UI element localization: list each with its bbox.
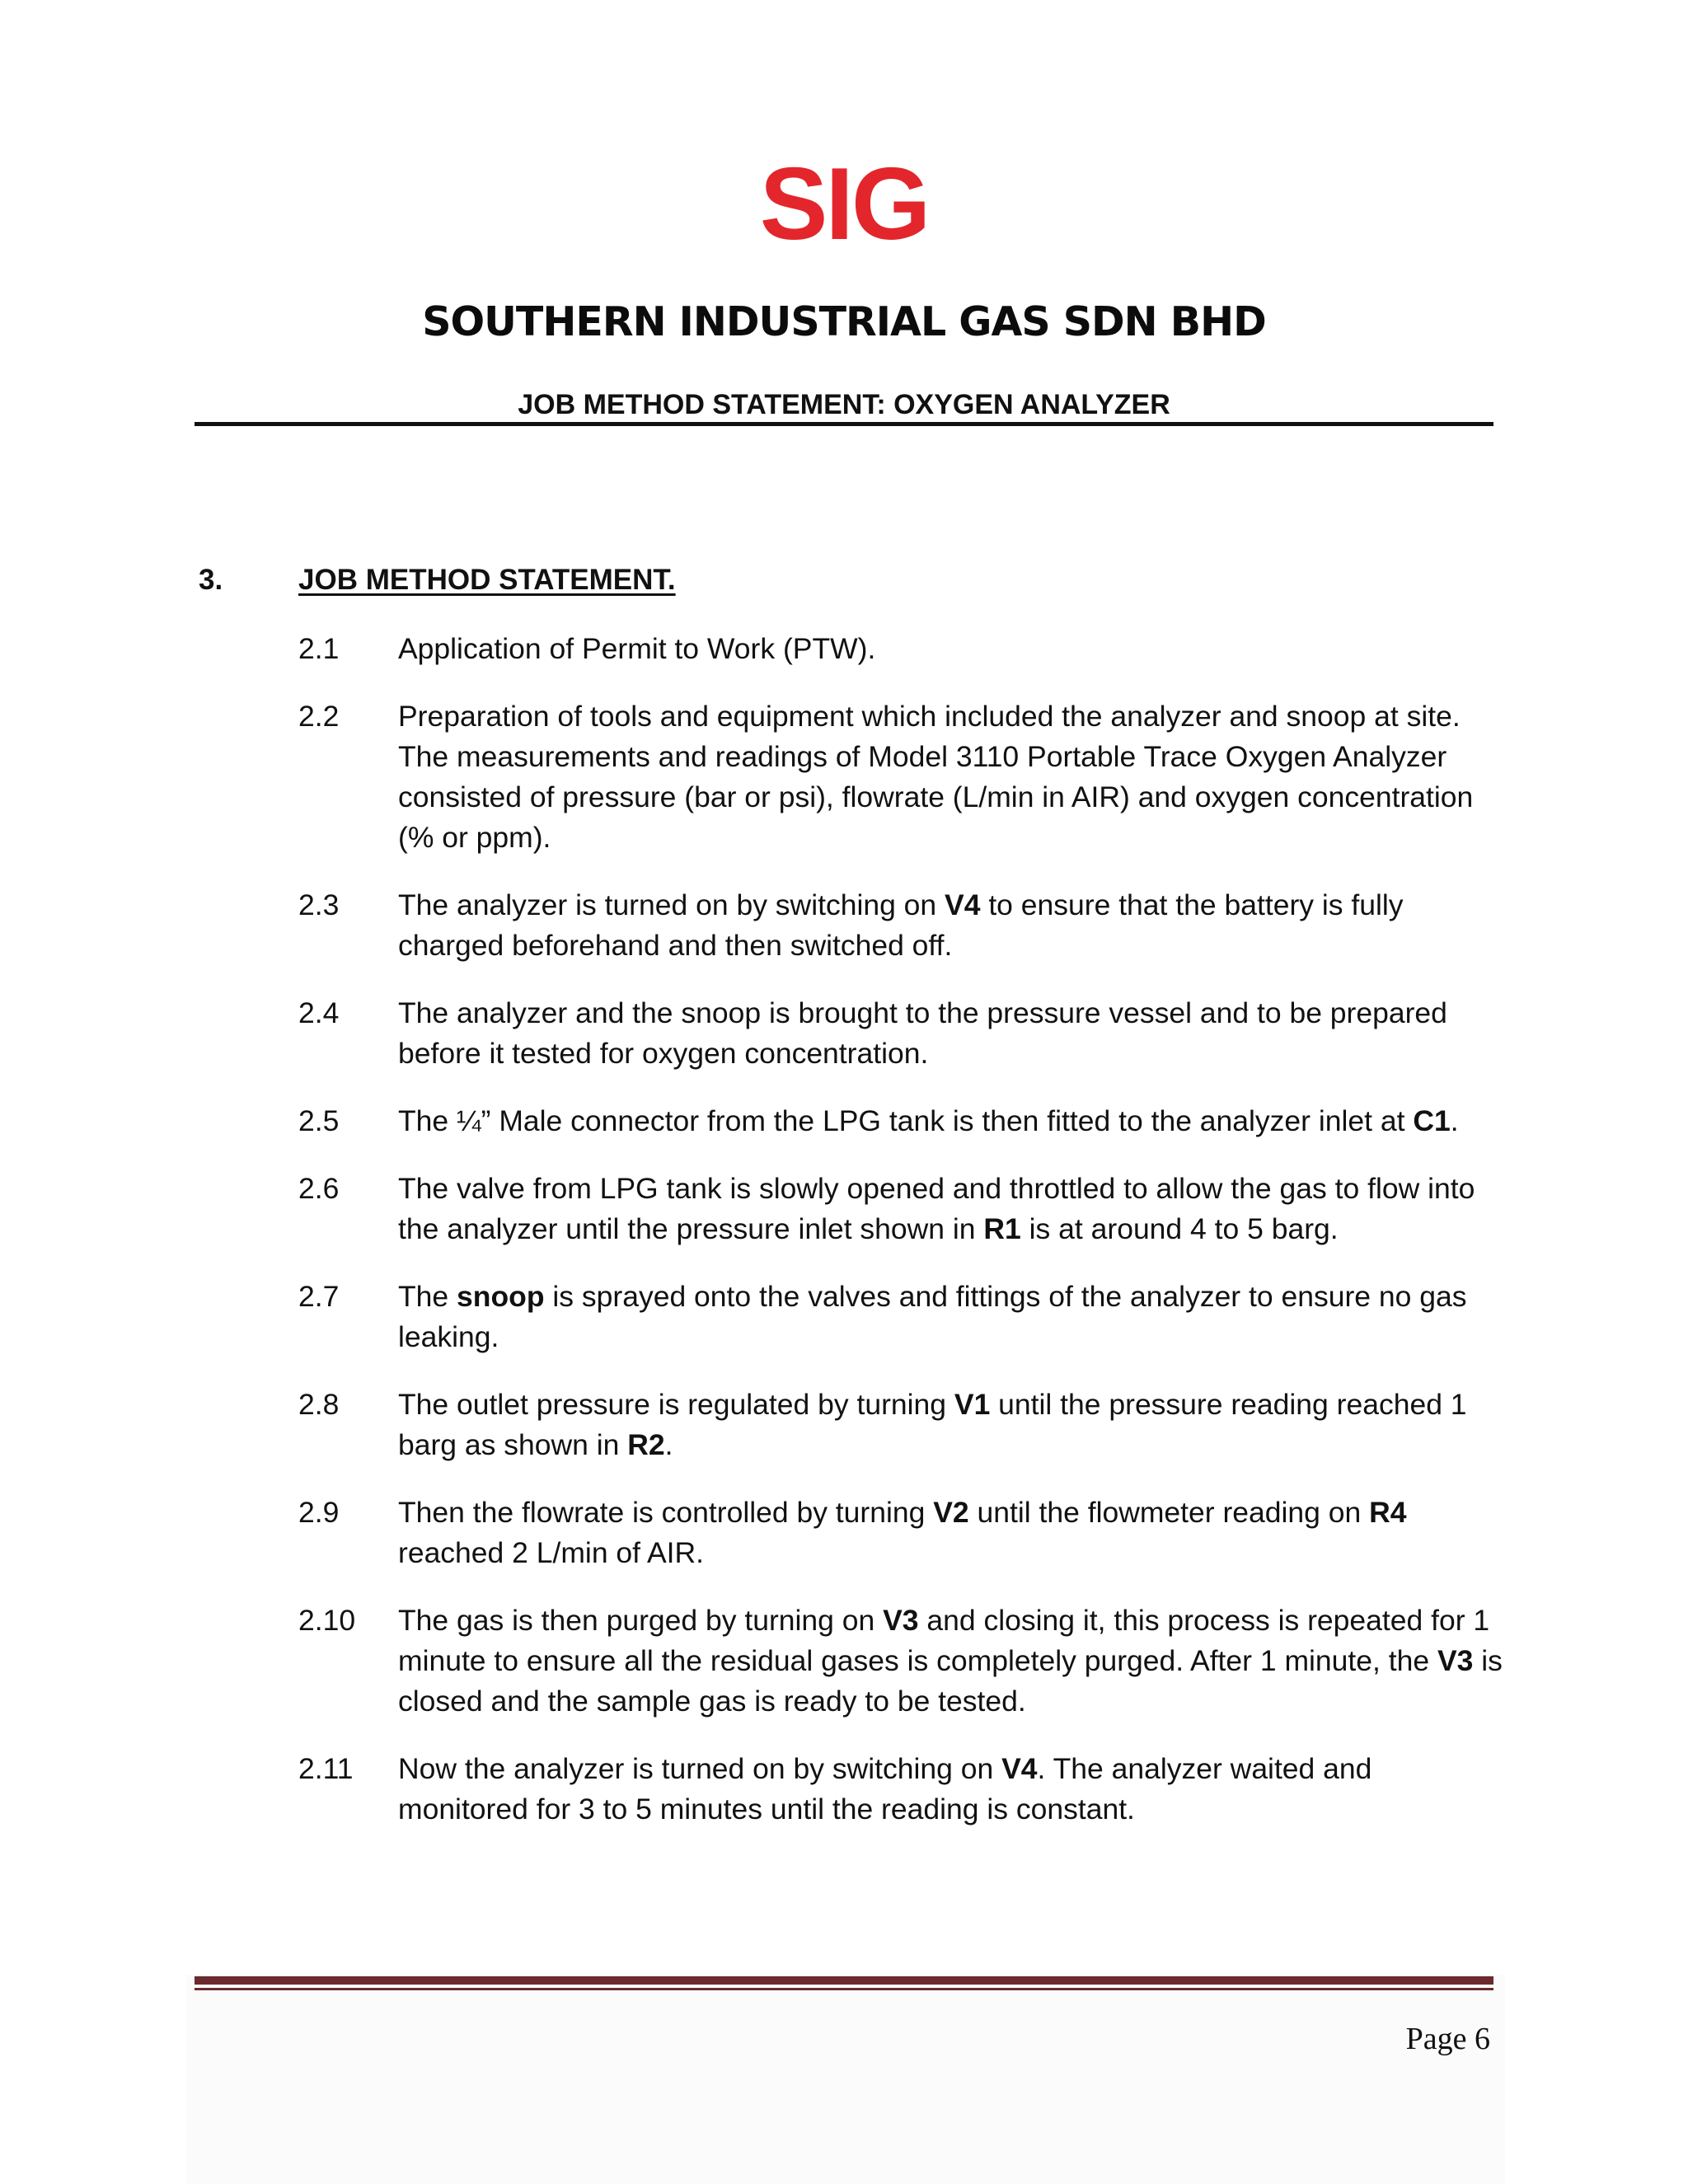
step-text: [398, 885, 1503, 966]
section-title: JOB METHOD STATEMENT.: [298, 564, 676, 596]
step-text-run: Then the flowrate is controlled by turning: [398, 1496, 934, 1529]
step-text-bold: V1: [954, 1388, 991, 1421]
header-divider: [195, 422, 1493, 426]
step-text: [398, 1277, 1503, 1357]
step-item: [0, 1749, 1688, 1830]
step-item: [0, 1277, 1688, 1357]
step-text-run: .: [664, 1428, 673, 1461]
step-number: 2.11: [298, 1752, 354, 1785]
step-item: [0, 993, 1688, 1074]
step-text-run: Now the analyzer is turned on by switching on: [398, 1752, 1002, 1785]
step-text-bold: R2: [627, 1428, 665, 1461]
step-number: 2.10: [298, 1604, 356, 1637]
step-text-run: . The analyzer waited and monitored for 3 to 5 minutes until the reading is constant.: [398, 1752, 1372, 1825]
step-text-run: The outlet pressure is regulated by turning: [398, 1388, 954, 1421]
step-text-run: to ensure that the battery is fully charged beforehand and then switched off.: [398, 888, 1404, 962]
step-text-run: The valve from LPG tank is slowly opened and throttled to allow the gas to flow into the analyzer until the pressure inlet shown in: [398, 1172, 1475, 1245]
step-text-bold: V3: [1437, 1644, 1474, 1677]
step-text-run: The ¼” Male connector from the LPG tank is then fitted to the analyzer inlet at: [398, 1104, 1414, 1137]
step-item: [0, 1385, 1688, 1465]
company-name: SOUTHERN INDUSTRIAL GAS SDN BHD: [422, 298, 1266, 345]
footer-divider: [195, 1976, 1493, 1985]
step-text-run: until the pressure reading reached 1 barg as shown in: [398, 1388, 1467, 1461]
step-number: 2.2: [298, 700, 340, 733]
step-text: [398, 1601, 1503, 1722]
step-text-bold: C1: [1413, 1104, 1451, 1137]
step-text-run: The: [398, 1280, 457, 1313]
step-text-run: The analyzer and the snoop is brought to the pressure vessel and to be prepared before it tested for oxygen concentration.: [398, 996, 1447, 1070]
document-title: JOB METHOD STATEMENT: OXYGEN ANALYZER: [518, 389, 1170, 420]
step-item: [0, 1101, 1688, 1141]
step-text: [398, 1169, 1503, 1249]
step-number: 2.8: [298, 1388, 340, 1421]
step-text-run: is sprayed onto the valves and fittings of the analyzer to ensure no gas leaking.: [398, 1280, 1467, 1353]
step-text-bold: V4: [945, 888, 981, 921]
step-item: [0, 1601, 1688, 1722]
step-text: [398, 1101, 1503, 1141]
step-text-run: reached 2 L/min of AIR.: [398, 1536, 704, 1569]
page-number: Page 6: [1405, 2022, 1490, 2056]
step-item: [0, 1169, 1688, 1249]
step-text-run: and closing it, this process is repeated for 1 minute to ensure all the residual gases is completely purged. After 1 minute, the: [398, 1604, 1490, 1677]
step-text: [398, 629, 1503, 669]
step-item: [0, 696, 1688, 858]
step-text-bold: R4: [1369, 1496, 1407, 1529]
step-text: [398, 1749, 1503, 1830]
footer-area: [186, 1975, 1505, 2184]
step-text-run: .: [1450, 1104, 1459, 1137]
step-number: 2.1: [298, 632, 340, 665]
step-item: [0, 1493, 1688, 1573]
step-text: [398, 993, 1503, 1074]
step-text-bold: snoop: [457, 1280, 545, 1313]
step-number: 2.6: [298, 1172, 340, 1205]
step-text: [398, 1385, 1503, 1465]
step-number: 2.9: [298, 1496, 340, 1529]
section-number: 3.: [199, 564, 223, 596]
step-number: 2.5: [298, 1104, 340, 1137]
footer-divider-thin: [195, 1988, 1493, 1990]
company-logo: SIG: [759, 148, 929, 261]
step-text-run: Preparation of tools and equipment which included the analyzer and snoop at site. The measurements and readings of Model 3110 Portable Trace Oxygen Analyzer consisted of pressure (bar or psi), flowrate (L/min in AIR) and oxygen concentration (% or ppm).: [398, 700, 1474, 854]
step-text-bold: V3: [883, 1604, 919, 1637]
step-text-run: Application of Permit to Work (PTW).: [398, 632, 876, 665]
step-text: [398, 696, 1503, 858]
step-text-bold: R1: [983, 1212, 1021, 1245]
step-text-run: is at around 4 to 5 barg.: [1020, 1212, 1339, 1245]
step-text-run: The analyzer is turned on by switching on: [398, 888, 945, 921]
method-steps-list: [0, 629, 1688, 1857]
step-text-run: until the flowmeter reading on: [968, 1496, 1370, 1529]
step-item: [0, 885, 1688, 966]
step-text: [398, 1493, 1503, 1573]
step-item: [0, 629, 1688, 669]
step-text-run: The gas is then purged by turning on: [398, 1604, 884, 1637]
step-number: 2.3: [298, 888, 340, 921]
step-number: 2.4: [298, 996, 340, 1029]
step-number: 2.7: [298, 1280, 340, 1313]
step-text-bold: V4: [1001, 1752, 1038, 1785]
step-text-run: is closed and the sample gas is ready to be tested.: [398, 1644, 1503, 1718]
step-text-bold: V2: [933, 1496, 969, 1529]
